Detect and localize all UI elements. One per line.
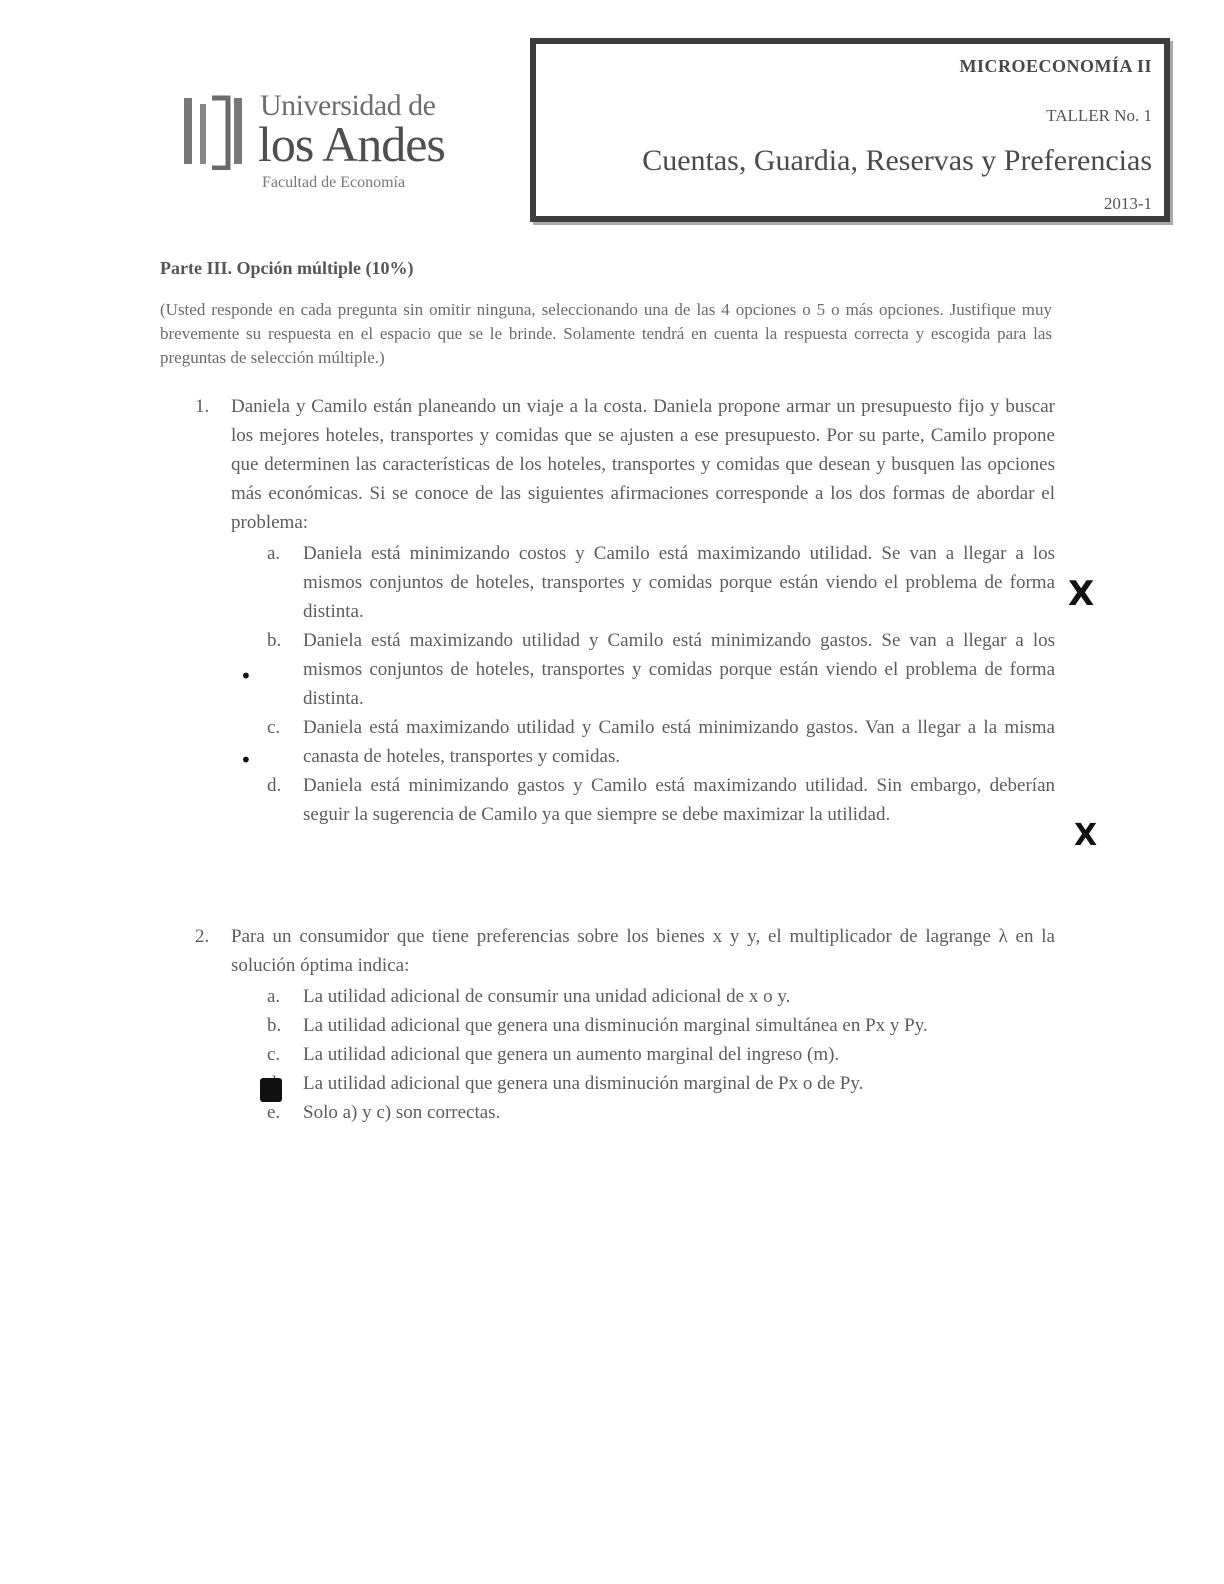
section-instructions: (Usted responde en cada pregunta sin omitir ninguna, seleccionando una de las 4 opciones o 5 o más opciones. Justifique muy brevemente su respuesta en el espacio que se le brinde. Solamente tendrá en cuenta la respuesta correcta y escogida para las preguntas de selección múltiple.) bbox=[160, 300, 1052, 367]
filled-answer-mark bbox=[260, 1078, 282, 1102]
option-letter: d. bbox=[267, 775, 282, 796]
option-letter: b. bbox=[267, 1015, 282, 1036]
option-d[interactable] bbox=[267, 771, 1055, 829]
course-header-box bbox=[530, 38, 1170, 222]
logo-text-line3: Facultad de Economía bbox=[262, 174, 406, 191]
option-b[interactable] bbox=[267, 626, 1055, 713]
option-text: Daniela está maximizando utilidad y Camilo está minimizando gastos. Van a llegar a la misma canasta de hoteles, transportes y comidas. bbox=[303, 717, 1055, 767]
option-c[interactable] bbox=[267, 713, 1055, 771]
option-letter: a. bbox=[267, 543, 281, 564]
question-1 bbox=[195, 392, 1055, 829]
option-a[interactable] bbox=[267, 539, 1055, 626]
handwritten-x-mark: X bbox=[1074, 818, 1098, 853]
course-name: MICROECONOMÍA II bbox=[959, 56, 1152, 76]
logo-text-line1: Universidad de bbox=[260, 89, 436, 122]
question-stem: Para un consumidor que tiene preferencias sobre los bienes x y y, el multiplicador de lagrange λ en la solución óptima indica: bbox=[231, 926, 1055, 976]
option-letter: a. bbox=[267, 986, 281, 1007]
handwritten-x-mark: X bbox=[1068, 574, 1095, 614]
academic-term: 2013-1 bbox=[1103, 194, 1152, 213]
section-title: Parte III. Opción múltiple (10%) bbox=[160, 258, 414, 278]
question-2 bbox=[195, 922, 1055, 1127]
university-logo bbox=[180, 88, 450, 198]
answer-options bbox=[267, 982, 1055, 1127]
answer-options bbox=[267, 539, 1055, 829]
university-crest-icon bbox=[182, 94, 248, 170]
workshop-title: Cuentas, Guardia, Reservas y Preferencias bbox=[642, 144, 1152, 177]
option-text: La utilidad adicional que genera una disminución marginal simultánea en Px y Py. bbox=[303, 1015, 928, 1036]
option-text: Daniela está maximizando utilidad y Camilo está minimizando gastos. Se van a llegar a los mismos conjuntos de hoteles, transportes y comidas porque están viendo el problema de forma distinta. bbox=[303, 630, 1055, 709]
option-letter: e. bbox=[267, 1102, 281, 1123]
handwritten-dot-mark: • bbox=[240, 664, 252, 688]
option-e[interactable] bbox=[267, 1098, 1055, 1127]
option-d[interactable] bbox=[267, 1069, 1055, 1098]
logo-text-line2: los Andes bbox=[258, 116, 445, 172]
option-letter: b. bbox=[267, 630, 282, 651]
option-a[interactable] bbox=[267, 982, 1055, 1011]
question-number: 1. bbox=[195, 396, 210, 417]
option-letter: c. bbox=[267, 717, 281, 738]
option-c[interactable] bbox=[267, 1040, 1055, 1069]
option-letter: c. bbox=[267, 1044, 281, 1065]
option-text: Solo a) y c) son correctas. bbox=[303, 1102, 501, 1123]
option-text: Daniela está minimizando gastos y Camilo está maximizando utilidad. Sin embargo, deberían seguir la sugerencia de Camilo ya que siempre se debe maximizar la utilidad. bbox=[303, 775, 1055, 825]
handwritten-dot-mark: • bbox=[240, 748, 252, 772]
option-text: La utilidad adicional de consumir una unidad adicional de x o y. bbox=[303, 986, 791, 1007]
question-stem: Daniela y Camilo están planeando un viaje a la costa. Daniela propone armar un presupuesto fijo y buscar los mejores hoteles, transportes y comidas que se ajusten a ese presupuesto. Por su parte, Camilo propone que determinen las características de los hoteles, transportes y comidas que desean y busquen las opciones más económicas. Si se conoce de las siguientes afirmaciones corresponde a los dos formas de abordar el problema: bbox=[231, 396, 1055, 533]
option-text: La utilidad adicional que genera una disminución marginal de Px o de Py. bbox=[303, 1073, 864, 1094]
option-b[interactable] bbox=[267, 1011, 1055, 1040]
question-number: 2. bbox=[195, 926, 210, 947]
option-text: La utilidad adicional que genera un aumento marginal del ingreso (m). bbox=[303, 1044, 840, 1065]
option-text: Daniela está minimizando costos y Camilo está maximizando utilidad. Se van a llegar a los mismos conjuntos de hoteles, transportes y comidas porque están viendo el problema de forma distinta. bbox=[303, 543, 1055, 622]
workshop-number: TALLER No. 1 bbox=[1046, 106, 1152, 125]
